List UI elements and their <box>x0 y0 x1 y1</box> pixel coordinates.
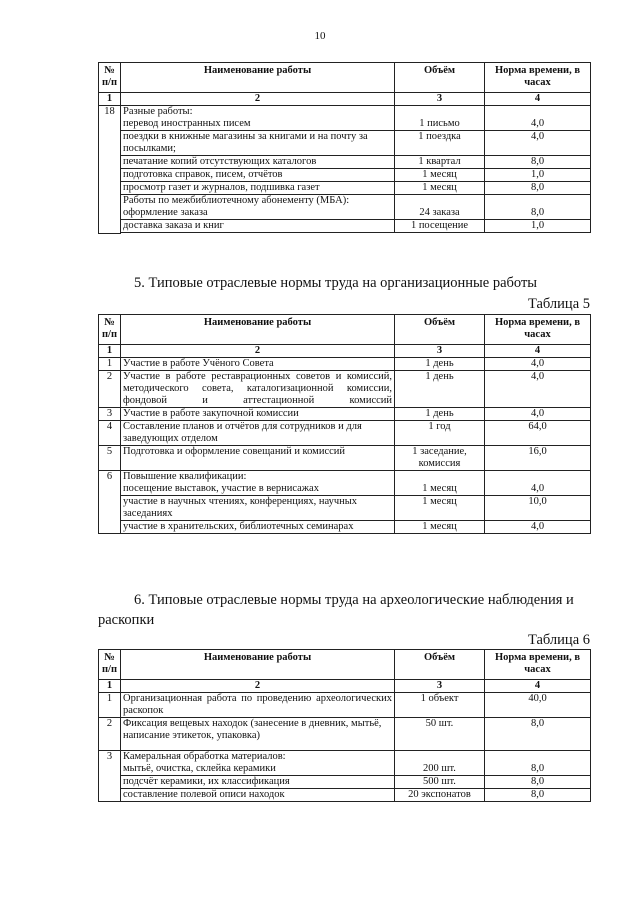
table-row <box>99 182 591 195</box>
work-name: составление полевой описи находок <box>121 789 395 802</box>
col-index: 2 <box>121 93 395 106</box>
work-name: подготовка справок, писем, отчётов <box>121 169 395 182</box>
volume-cell: 1 день <box>395 371 485 408</box>
norm-cell: 4,0 <box>485 408 591 421</box>
col-header-norm: Норма времени, в часах <box>485 650 591 680</box>
col-index: 1 <box>99 93 121 106</box>
page-number: 10 <box>314 30 326 42</box>
volume-cell: 1 день <box>395 358 485 371</box>
table-row <box>99 789 591 802</box>
table-row <box>99 131 591 156</box>
table-1 <box>98 62 591 234</box>
col-header-name: Наименование работы <box>121 315 395 345</box>
work-name: мытьё, очистка, склейка керамики <box>123 763 276 774</box>
row-number: 3 <box>99 408 121 421</box>
group-title: Работы по межбиблиотечному абонементу (МБА): <box>123 195 350 206</box>
row-number: 2 <box>99 718 121 751</box>
table-row <box>99 776 591 789</box>
work-name: Составление планов и отчётов для сотрудников и для заведующих отделом <box>121 421 395 446</box>
col-index: 3 <box>395 93 485 106</box>
table-row <box>99 169 591 182</box>
section-5-title: 5. Типовые отраслевые нормы труда на организационные работы <box>134 275 538 291</box>
norm-cell: 4,0 <box>485 371 591 408</box>
group-title: Камеральная обработка материалов: <box>123 751 286 762</box>
work-name: посещение выставок, участие в вернисажах <box>123 483 319 494</box>
norm-cell: 4,0 <box>485 358 591 371</box>
table-row <box>99 408 591 421</box>
col-header-num: № п/п <box>99 650 121 680</box>
norm-cell: 8,0 <box>485 789 591 802</box>
row-number: 1 <box>99 358 121 371</box>
col-header-volume: Объём <box>395 650 485 680</box>
work-name: участие в научных чтениях, конференциях, научных заседаниях <box>121 496 395 521</box>
work-name: Фиксация вещевых находок (занесение в дневник, мытьё, написание этикеток, упаковка) <box>121 718 395 751</box>
norm-cell: 4,0 <box>485 131 591 156</box>
norm-cell: 8,0 <box>485 718 591 751</box>
norm-cell: 8,0 <box>485 182 591 195</box>
norm-cell: 64,0 <box>485 421 591 446</box>
col-header-norm: Норма времени, в часах <box>485 63 591 93</box>
col-index: 4 <box>485 680 591 693</box>
norm-cell: 4,0 <box>485 106 591 131</box>
col-index: 3 <box>395 345 485 358</box>
norm-cell: 8,0 <box>485 156 591 169</box>
volume-cell: 1 поездка <box>395 131 485 156</box>
col-header-name: Наименование работы <box>121 650 395 680</box>
norm-cell: 8,0 <box>485 776 591 789</box>
row-number: 1 <box>99 693 121 718</box>
volume-cell: 1 месяц <box>395 496 485 521</box>
table-6 <box>98 649 591 802</box>
col-index: 1 <box>99 680 121 693</box>
volume-cell: 50 шт. <box>395 718 485 751</box>
group-title: Повышение квалификации: <box>123 471 247 482</box>
volume-cell: 200 шт. <box>395 751 485 776</box>
table-row <box>99 106 591 131</box>
volume-cell: 1 месяц <box>395 521 485 534</box>
norm-cell: 4,0 <box>485 521 591 534</box>
table-row <box>99 718 591 751</box>
volume-cell: 20 экспонатов <box>395 789 485 802</box>
col-index: 4 <box>485 93 591 106</box>
volume-cell: 1 месяц <box>395 182 485 195</box>
col-header-name: Наименование работы <box>121 63 395 93</box>
table-row <box>99 693 591 718</box>
work-name: поездки в книжные магазины за книгами и на почту за посылками; <box>121 131 395 156</box>
norm-cell: 16,0 <box>485 446 591 471</box>
volume-cell: 1 год <box>395 421 485 446</box>
table-row <box>99 421 591 446</box>
norm-cell: 40,0 <box>485 693 591 718</box>
table-row <box>99 371 591 408</box>
work-name: Участие в работе реставрационных советов и комиссий, методического совета, каталогизационной комиссии, фондовой и аттестационной комиссий <box>121 371 395 408</box>
volume-cell: 1 заседание, комиссия <box>395 446 485 471</box>
section-6-title: 6. Типовые отраслевые нормы труда на археологические наблюдения и раскопки <box>98 592 574 628</box>
col-index: 2 <box>121 680 395 693</box>
volume-cell: 24 заказа <box>395 195 485 220</box>
table-row <box>99 446 591 471</box>
table-row <box>99 195 591 220</box>
table-row <box>99 220 591 233</box>
norm-cell: 1,0 <box>485 220 591 233</box>
volume-cell: 1 письмо <box>395 106 485 131</box>
volume-cell: 1 объект <box>395 693 485 718</box>
table-row <box>99 156 591 169</box>
volume-cell: 1 день <box>395 408 485 421</box>
table-5 <box>98 314 591 534</box>
work-name: оформление заказа <box>123 207 208 218</box>
work-name: доставка заказа и книг <box>121 220 395 233</box>
norm-cell: 4,0 <box>485 471 591 496</box>
col-header-num: № п/п <box>99 315 121 345</box>
work-name: Подготовка и оформление совещаний и комиссий <box>121 446 395 471</box>
work-name: печатание копий отсутствующих каталогов <box>121 156 395 169</box>
row-number: 4 <box>99 421 121 446</box>
work-name: просмотр газет и журналов, подшивка газет <box>121 182 395 195</box>
row-number: 3 <box>99 751 121 802</box>
row-number: 5 <box>99 446 121 471</box>
work-name: участие в хранительских, библиотечных семинарах <box>121 521 395 534</box>
table-row <box>99 358 591 371</box>
col-index: 4 <box>485 345 591 358</box>
col-header-volume: Объём <box>395 315 485 345</box>
norm-cell: 8,0 <box>485 195 591 220</box>
table-5-caption: Таблица 5 <box>527 296 590 312</box>
volume-cell: 1 месяц <box>395 471 485 496</box>
row-number: 2 <box>99 371 121 408</box>
group-title: Разные работы: <box>123 106 193 117</box>
table-row <box>99 751 591 776</box>
table-row <box>99 521 591 534</box>
col-index: 3 <box>395 680 485 693</box>
work-name: перевод иностранных писем <box>123 118 251 129</box>
work-name: Участие в работе закупочной комиссии <box>121 408 395 421</box>
norm-cell: 8,0 <box>485 751 591 776</box>
volume-cell: 1 квартал <box>395 156 485 169</box>
norm-cell: 1,0 <box>485 169 591 182</box>
col-header-num: № п/п <box>99 63 121 93</box>
volume-cell: 1 посещение <box>395 220 485 233</box>
table-row <box>99 471 591 496</box>
col-index: 1 <box>99 345 121 358</box>
row-number: 18 <box>99 106 121 234</box>
work-name: подсчёт керамики, их классификация <box>121 776 395 789</box>
row-number: 6 <box>99 471 121 534</box>
col-header-volume: Объём <box>395 63 485 93</box>
table-row <box>99 496 591 521</box>
volume-cell: 500 шт. <box>395 776 485 789</box>
col-header-norm: Норма времени, в часах <box>485 315 591 345</box>
work-name: Участие в работе Учёного Совета <box>121 358 395 371</box>
work-name: Организационная работа по проведению археологических раскопок <box>121 693 395 718</box>
volume-cell: 1 месяц <box>395 169 485 182</box>
norm-cell: 10,0 <box>485 496 591 521</box>
table-6-caption: Таблица 6 <box>527 632 590 648</box>
col-index: 2 <box>121 345 395 358</box>
